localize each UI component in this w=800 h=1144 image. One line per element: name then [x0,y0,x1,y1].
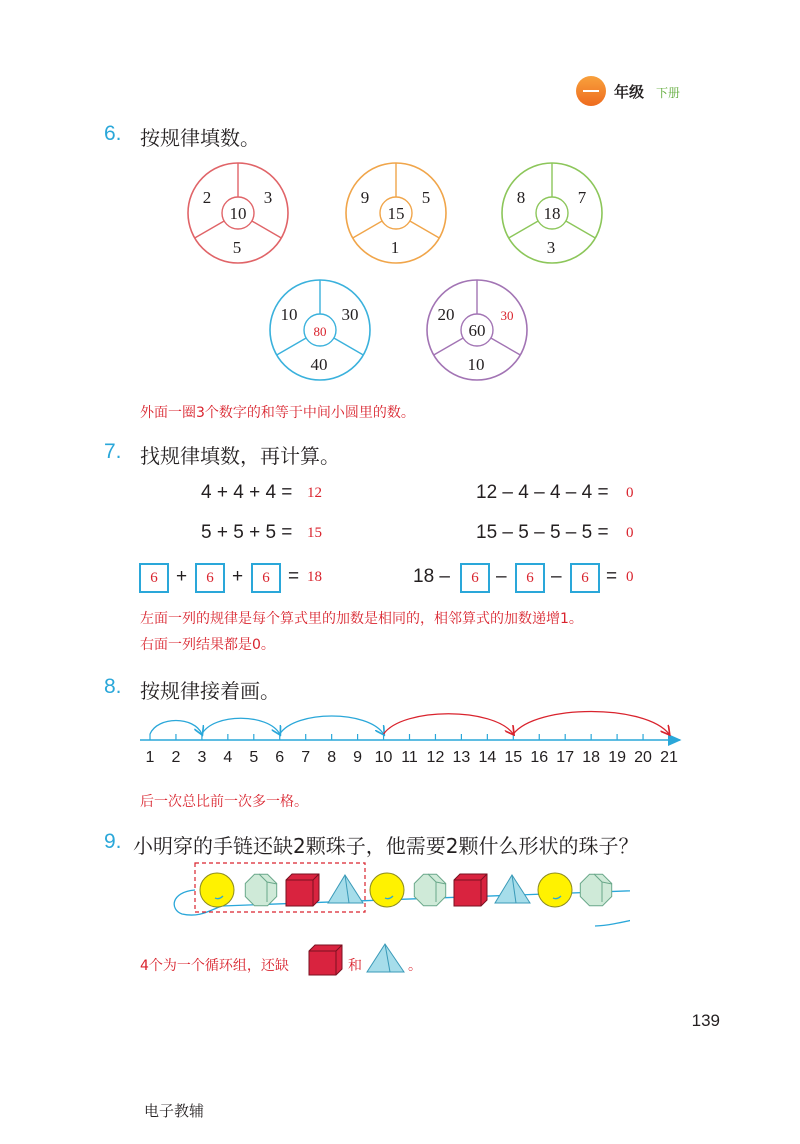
number-wheel [427,280,527,380]
tick-label: 4 [223,749,233,766]
octagonal-bead-icon [414,874,446,906]
q8-title: 按规律接着画。 [140,679,280,703]
wheel-center-value: 15 [387,204,405,223]
plus-sign: + [232,566,244,587]
sphere-bead-icon [370,873,404,907]
wheel-value-a: 10 [280,305,298,324]
bracelet [150,860,630,940]
right-equation-2: 15 – 5 – 5 – 5 = [476,522,609,543]
cube-bead-icon [454,874,487,906]
tick-label: 17 [556,749,575,766]
sphere-bead-icon [200,873,234,907]
right-equation-start: 18 – [413,566,450,587]
tick-label: 16 [530,749,549,766]
tick-label: 8 [327,749,337,766]
wheel-value-b: 30 [341,305,359,324]
left-answer-1: 12 [307,485,322,501]
octagonal-bead-icon [245,874,277,906]
tick-label: 14 [478,749,497,766]
wheel-value-a: 2 [202,188,212,207]
tick-label: 2 [171,749,181,766]
right-answer-3: 0 [626,569,634,585]
q8-number: 8. [104,675,122,698]
answer-box: 6 [515,563,545,593]
grade-label: 年级 [614,83,645,101]
tick-label: 5 [249,749,259,766]
q7-note-line2: 右面一列结果都是0。 [140,637,275,653]
volume-label: 下册 [656,86,681,100]
q9-answer-prefix: 4个为一个循环组，还缺 [140,958,289,974]
wheel-value-c: 5 [232,238,242,257]
jump-arc [280,716,384,734]
q9-number: 9. [104,830,122,853]
octagonal-bead-icon [580,874,612,906]
q6-title: 按规律填数。 [140,126,260,150]
wheel-value-c: 3 [546,238,556,257]
tick-label: 6 [275,749,285,766]
tick-label: 12 [426,749,445,766]
q9-answer-and: 和 [348,958,362,974]
equals-sign: = [288,566,300,587]
jump-arc [384,714,514,734]
tick-label: 11 [401,749,418,766]
tick-label: 21 [660,749,678,766]
footer-label: 电子教辅 [144,1102,205,1120]
wheel-center-value: 18 [543,204,561,223]
q7-note-line1: 左面一列的规律是每个算式里的加数是相同的，相邻算式的加数递增1。 [140,611,583,627]
tick-label: 7 [301,749,311,766]
answer-box: 6 [570,563,600,593]
plus-sign: + [176,566,188,587]
number-wheels [0,150,800,390]
pyramid-bead-icon [328,875,363,903]
answer-box: 6 [139,563,169,593]
grade-badge-icon [576,76,606,106]
wheel-center-value: 60 [468,321,486,340]
tick-label: 20 [634,749,652,766]
wheel-value-c: 10 [467,355,485,374]
jump-arc [202,718,280,734]
number-wheel [270,280,370,380]
wheel-value-a: 8 [516,188,526,207]
left-equation-2: 5 + 5 + 5 = [201,522,293,543]
number-line [0,700,800,780]
jump-arc [150,721,202,735]
left-answer-2: 15 [307,525,322,541]
right-equation-1: 12 – 4 – 4 – 4 = [476,482,609,503]
number-wheel [188,163,288,263]
q7-title: 找规律填数，再计算。 [140,444,340,468]
number-wheel [346,163,446,263]
tick-label: 15 [504,749,523,766]
wheel-value-b: 5 [421,188,431,207]
q8-answer-note: 后一次总比前一次多一格。 [140,794,308,810]
minus-sign: – [496,566,507,587]
answer-box: 6 [251,563,281,593]
q7-number: 7. [104,440,122,463]
wheel-value-c: 1 [390,238,400,257]
wheel-value-a: 9 [360,188,370,207]
minus-sign: – [551,566,562,587]
left-answer-3: 18 [307,569,322,585]
pyramid-bead-icon [364,942,408,976]
wheel-center-value: 10 [229,204,247,223]
cube-bead-icon [286,874,319,906]
wheel-value-c: 40 [310,355,328,374]
q9-title: 小明穿的手链还缺2颗珠子，他需要2颗什么形状的珠子？ [133,834,639,858]
left-equation-1: 4 + 4 + 4 = [201,482,293,503]
wheel-value-a: 20 [437,305,455,324]
right-answer-2: 0 [626,525,634,541]
tick-label: 3 [197,749,207,766]
equals-sign: = [606,566,618,587]
pyramid-bead-icon [495,875,530,903]
wheel-value-b: 3 [263,188,273,207]
wheel-value-b: 7 [577,188,587,207]
tick-label: 19 [608,749,626,766]
tick-label: 13 [452,749,471,766]
tick-label: 10 [374,749,393,766]
sphere-bead-icon [538,873,572,907]
wheel-value-b: 30 [500,308,514,323]
cube-bead-icon [306,942,346,976]
page-number: 139 [691,1011,720,1030]
jump-arc [513,712,669,735]
wheel-center-value: 80 [313,324,327,339]
tick-label: 1 [145,749,155,766]
q6-answer-note: 外面一圈3个数字的和等于中间小圆里的数。 [140,405,415,421]
number-wheel [502,163,602,263]
tick-label: 18 [582,749,601,766]
tick-label: 9 [353,749,363,766]
q6-number: 6. [104,122,122,145]
q9-answer-end: 。 [408,958,422,974]
right-answer-1: 0 [626,485,634,501]
answer-box: 6 [460,563,490,593]
answer-box: 6 [195,563,225,593]
